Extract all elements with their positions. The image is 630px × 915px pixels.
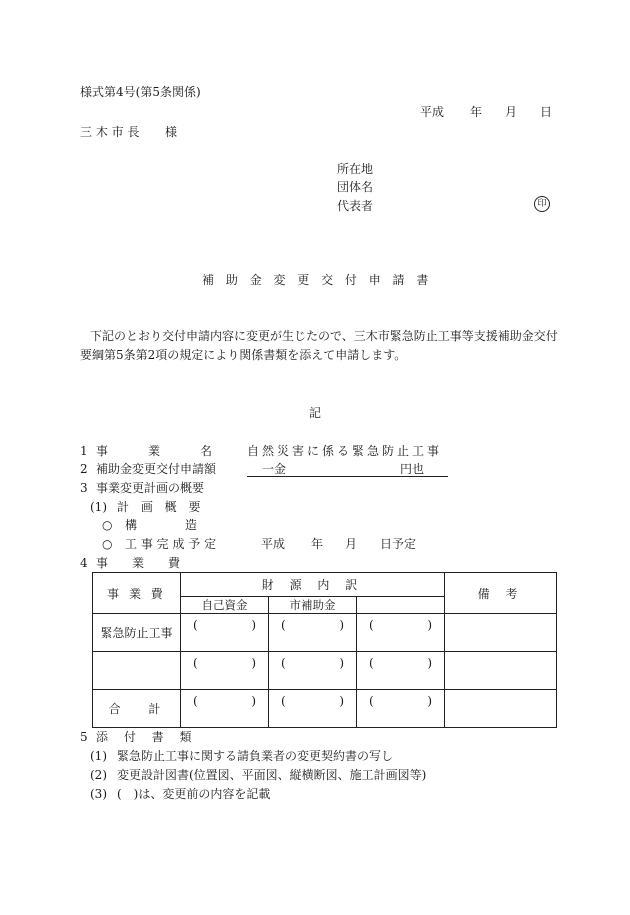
row-label-blank <box>93 652 181 690</box>
item2-label: 補助金変更交付申請額 <box>96 462 217 476</box>
completion-bullet: ○ <box>102 537 113 551</box>
date-era: 平成 <box>420 105 445 119</box>
body-text-line1: 下記のとおり交付申請内容に変更が生じたので、三木市緊急防止工事等支援補助金交付 <box>90 329 558 343</box>
row-label-total: 合 計 <box>93 690 181 728</box>
date-year: 年 <box>470 105 483 119</box>
item3-label: 事業変更計画の概要 <box>96 481 205 495</box>
completion-label: 工 事 完 成 予 定 <box>125 537 217 551</box>
header-own-funds: 自己資金 <box>181 597 269 614</box>
attachment-1: 緊急防止工事に関する請負業者の変更契約書の写し <box>117 749 394 763</box>
header-city-subsidy: 市補助金 <box>269 597 357 614</box>
table-cell <box>445 652 557 690</box>
header-project-cost: 事 業 費 <box>93 573 181 614</box>
address-label: 所在地 <box>337 162 374 176</box>
item3-sub-number: (1) <box>90 500 107 514</box>
item2-value-prefix: 一金 <box>262 462 287 476</box>
table-cell: ( ) <box>357 614 445 652</box>
structure-label: 構 造 <box>125 518 198 532</box>
header-blank <box>357 597 445 614</box>
item4-number: 4 <box>80 556 88 570</box>
table-cell: ( ) <box>357 690 445 728</box>
organization-label: 団体名 <box>337 180 374 194</box>
completion-year: 年 <box>311 537 324 551</box>
row-label-emergency-work: 緊急防止工事 <box>93 614 181 652</box>
item2-number: 2 <box>80 462 88 476</box>
header-funding-breakdown: 財 源 内 訳 <box>181 573 445 597</box>
item5-number: 5 <box>80 730 88 744</box>
representative-label: 代表者 <box>337 199 374 213</box>
table-cell <box>445 690 557 728</box>
table-cell: ( ) <box>357 652 445 690</box>
form-number: 様式第4号(第5条関係) <box>80 85 201 99</box>
item5-label: 添 付 書 類 <box>96 730 198 744</box>
completion-era: 平成 <box>261 537 286 551</box>
body-text-line2: 要綱第5条第2項の規定により関係書類を添えて申請します。 <box>80 348 407 362</box>
item3-number: 3 <box>80 481 88 495</box>
item1-value: 自然災害に係る緊急防止工事 <box>247 444 443 458</box>
item1-label: 事 業 名 <box>96 444 214 458</box>
item3-sub-label: 計 画 概 要 <box>117 500 205 514</box>
completion-month: 月 <box>345 537 358 551</box>
attachment-2: 変更設計図書(位置図、平面図、縦横断図、施工計画図等) <box>117 768 427 782</box>
document-title: 補 助 金 変 更 交 付 申 請 書 <box>202 273 433 287</box>
table-cell <box>445 614 557 652</box>
header-remarks: 備 考 <box>445 573 557 614</box>
addressee: 三 木 市 長 <box>80 125 140 139</box>
attachment-1-number: (1) <box>90 749 107 763</box>
date-month: 月 <box>505 105 518 119</box>
ki-heading: 記 <box>309 406 322 420</box>
item2-value-suffix: 円也 <box>400 462 425 476</box>
date-day: 日 <box>540 105 553 119</box>
table-cell: ( ) <box>181 614 269 652</box>
table-cell: ( ) <box>181 652 269 690</box>
table-cell: ( ) <box>269 690 357 728</box>
table-cell: ( ) <box>181 690 269 728</box>
project-cost-table <box>92 572 557 728</box>
item2-underline <box>247 476 448 477</box>
attachment-3-number: (3) <box>90 787 107 801</box>
structure-bullet: ○ <box>102 518 113 532</box>
table-cell: ( ) <box>269 614 357 652</box>
completion-day: 日予定 <box>380 537 417 551</box>
table-cell: ( ) <box>269 652 357 690</box>
addressee-honorific: 様 <box>165 125 178 139</box>
item1-number: 1 <box>80 444 88 458</box>
attachment-3: ( )は、変更前の内容を記載 <box>117 787 271 801</box>
seal-mark: 印 <box>534 196 550 212</box>
item4-label: 事 業 費 <box>96 556 181 570</box>
attachment-2-number: (2) <box>90 768 107 782</box>
